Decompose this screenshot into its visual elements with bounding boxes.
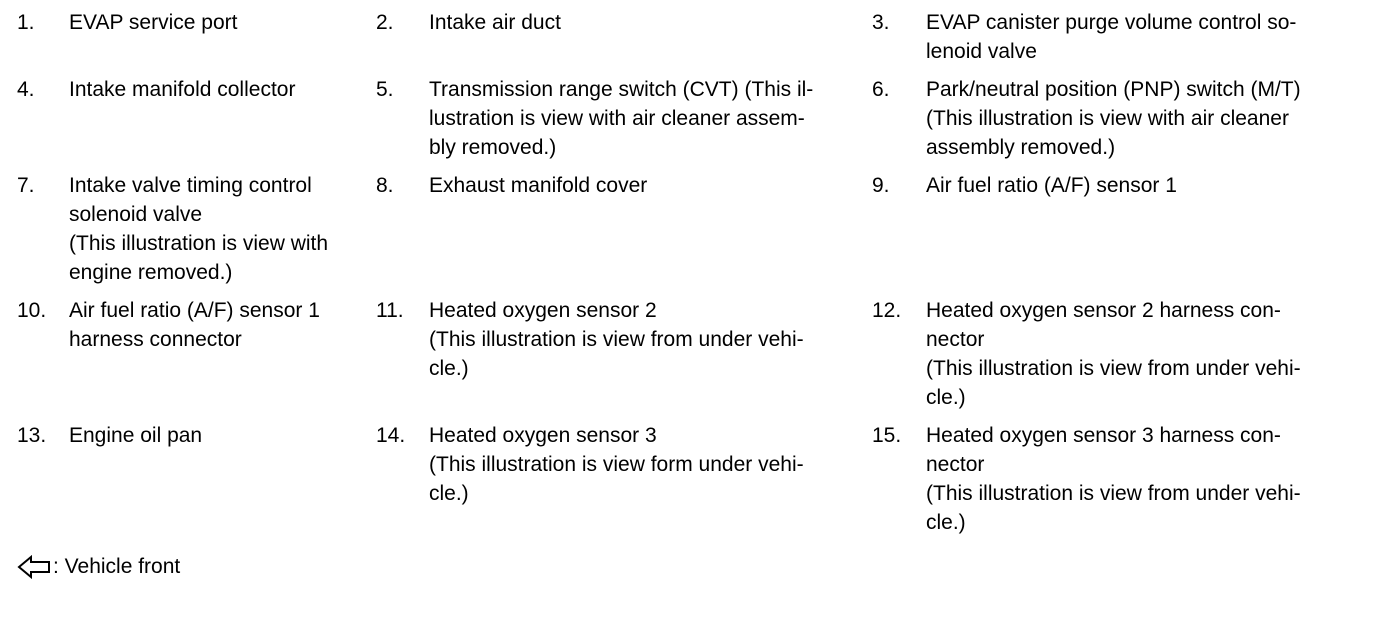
hollow-left-arrow-icon bbox=[17, 555, 51, 579]
legend-row bbox=[0, 421, 1376, 546]
item-number: 8. bbox=[376, 174, 394, 197]
item-text: Intake manifold collector bbox=[69, 78, 296, 101]
legend-row bbox=[0, 296, 1376, 421]
item-text: Heated oxygen sensor 2 (This illustration is view from under vehi- cle.) bbox=[429, 299, 804, 380]
item-number: 9. bbox=[872, 174, 890, 197]
item-text: Air fuel ratio (A/F) sensor 1 harness connector bbox=[69, 299, 320, 351]
item-number: 11. bbox=[376, 299, 404, 322]
item-text: Heated oxygen sensor 3 (This illustration is view form under vehi- cle.) bbox=[429, 424, 804, 505]
legend-row bbox=[0, 8, 1376, 75]
item-number: 14. bbox=[376, 424, 406, 447]
item-text: Transmission range switch (CVT) (This il- lustration is view with air cleaner assem- bly removed.) bbox=[429, 78, 814, 159]
item-text: Engine oil pan bbox=[69, 424, 203, 447]
item-number: 10. bbox=[17, 299, 47, 322]
item-text: Intake air duct bbox=[429, 11, 561, 34]
item-number: 2. bbox=[376, 11, 394, 34]
item-number: 3. bbox=[872, 11, 890, 34]
item-text: Intake valve timing control solenoid valve (This illustration is view with engine removed.) bbox=[69, 174, 329, 284]
item-number: 4. bbox=[17, 78, 35, 101]
item-number: 1. bbox=[17, 11, 35, 34]
legend-row bbox=[0, 75, 1376, 171]
item-text: Park/neutral position (PNP) switch (M/T) (This illustration is view with air cleaner assembly removed.) bbox=[926, 78, 1301, 159]
item-number: 15. bbox=[872, 424, 902, 447]
vehicle-front-label: : Vehicle front bbox=[53, 555, 181, 578]
item-text: Exhaust manifold cover bbox=[429, 174, 648, 197]
vehicle-front-note bbox=[17, 552, 180, 581]
item-number: 12. bbox=[872, 299, 902, 322]
item-text: Heated oxygen sensor 3 harness con- nector (This illustration is view from under vehi- cle.) bbox=[926, 424, 1301, 534]
item-text: EVAP canister purge volume control so- lenoid valve bbox=[926, 11, 1297, 63]
item-text: Heated oxygen sensor 2 harness con- nector (This illustration is view from under vehi- cle.) bbox=[926, 299, 1301, 409]
item-text: EVAP service port bbox=[69, 11, 238, 34]
item-number: 6. bbox=[872, 78, 890, 101]
item-number: 7. bbox=[17, 174, 35, 197]
legend-row bbox=[0, 171, 1376, 296]
item-text: Air fuel ratio (A/F) sensor 1 bbox=[926, 174, 1177, 197]
item-number: 13. bbox=[17, 424, 47, 447]
legend-table bbox=[0, 8, 1376, 546]
item-number: 5. bbox=[376, 78, 394, 101]
